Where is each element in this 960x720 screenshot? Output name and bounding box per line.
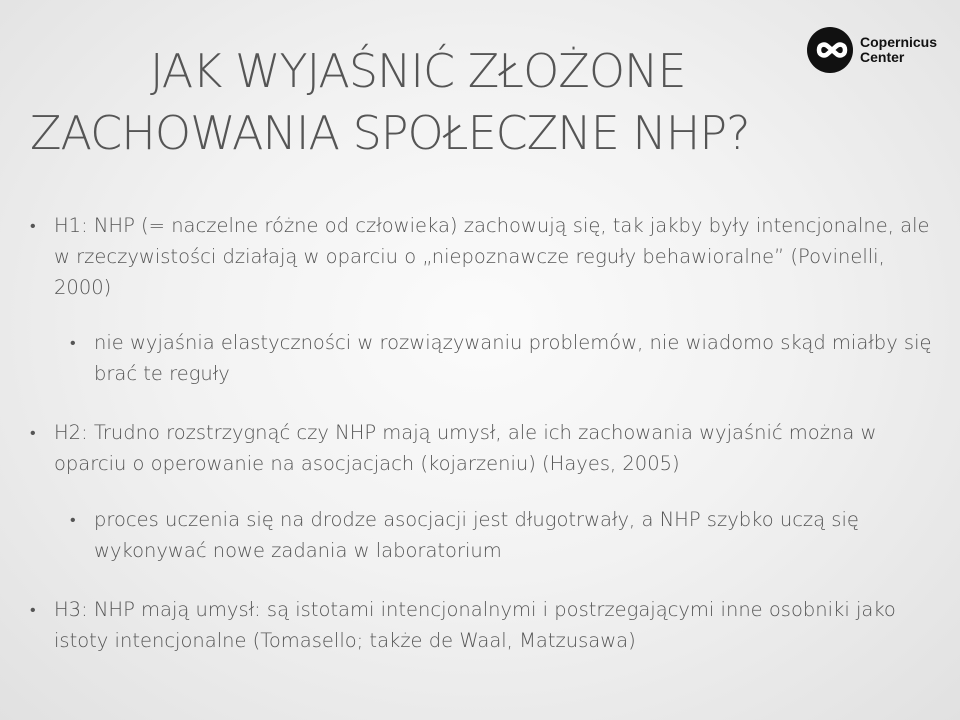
title-line-2: ZACHOWANIA SPOŁECZNE NHP? <box>30 106 750 160</box>
bullet-dot-icon: • <box>70 333 76 352</box>
bullet-dot-icon: • <box>30 423 36 442</box>
bullet-text: H3: NHP mają umysł: są istotami intencjonalnymi i postrzegającymi inne osobniki jako istoty intencjonalne (Tomasello; także de Waal, Matzusawa) <box>54 598 896 652</box>
bullet-dot-icon: • <box>30 216 36 235</box>
sub-bullet-h2-critique <box>28 504 938 566</box>
logo-wordmark <box>860 35 937 65</box>
title-line-1: JAK WYJAŚNIĆ ZŁOŻONE <box>150 44 686 98</box>
bullet-text: nie wyjaśnia elastyczności w rozwiązywaniu problemów, nie wiadomo skąd miałby się brać te reguły <box>94 331 932 385</box>
bullet-dot-icon: • <box>30 600 36 619</box>
bullet-list <box>28 210 938 656</box>
bullet-h3 <box>28 594 938 656</box>
copernicus-infinity-logo-icon <box>806 26 854 74</box>
logo-text-line-2: Center <box>860 49 905 65</box>
slide-title <box>30 40 930 164</box>
bullet-text: H1: NHP (= naczelne różne od człowieka) zachowują się, tak jakby były intencjonalne, ale w rzeczywistości działają w oparciu o „niepoznawcze reguły behawioralne” (Povinelli, 2000) <box>54 214 930 299</box>
copernicus-center-logo <box>806 26 937 74</box>
bullet-h1 <box>28 210 938 303</box>
bullet-h2 <box>28 417 938 479</box>
bullet-text: H2: Trudno rozstrzygnąć czy NHP mają umysł, ale ich zachowania wyjaśnić można w oparciu o operowanie na asocjacjach (kojarzeniu) (Hayes, 2005) <box>54 421 877 475</box>
sub-bullet-h1-critique <box>28 327 938 389</box>
bullet-text: proces uczenia się na drodze asocjacji jest długotrwały, a NHP szybko uczą się wykonywać nowe zadania w laboratorium <box>94 508 859 562</box>
bullet-dot-icon: • <box>70 510 76 529</box>
logo-text-line-1: Copernicus <box>860 34 938 50</box>
